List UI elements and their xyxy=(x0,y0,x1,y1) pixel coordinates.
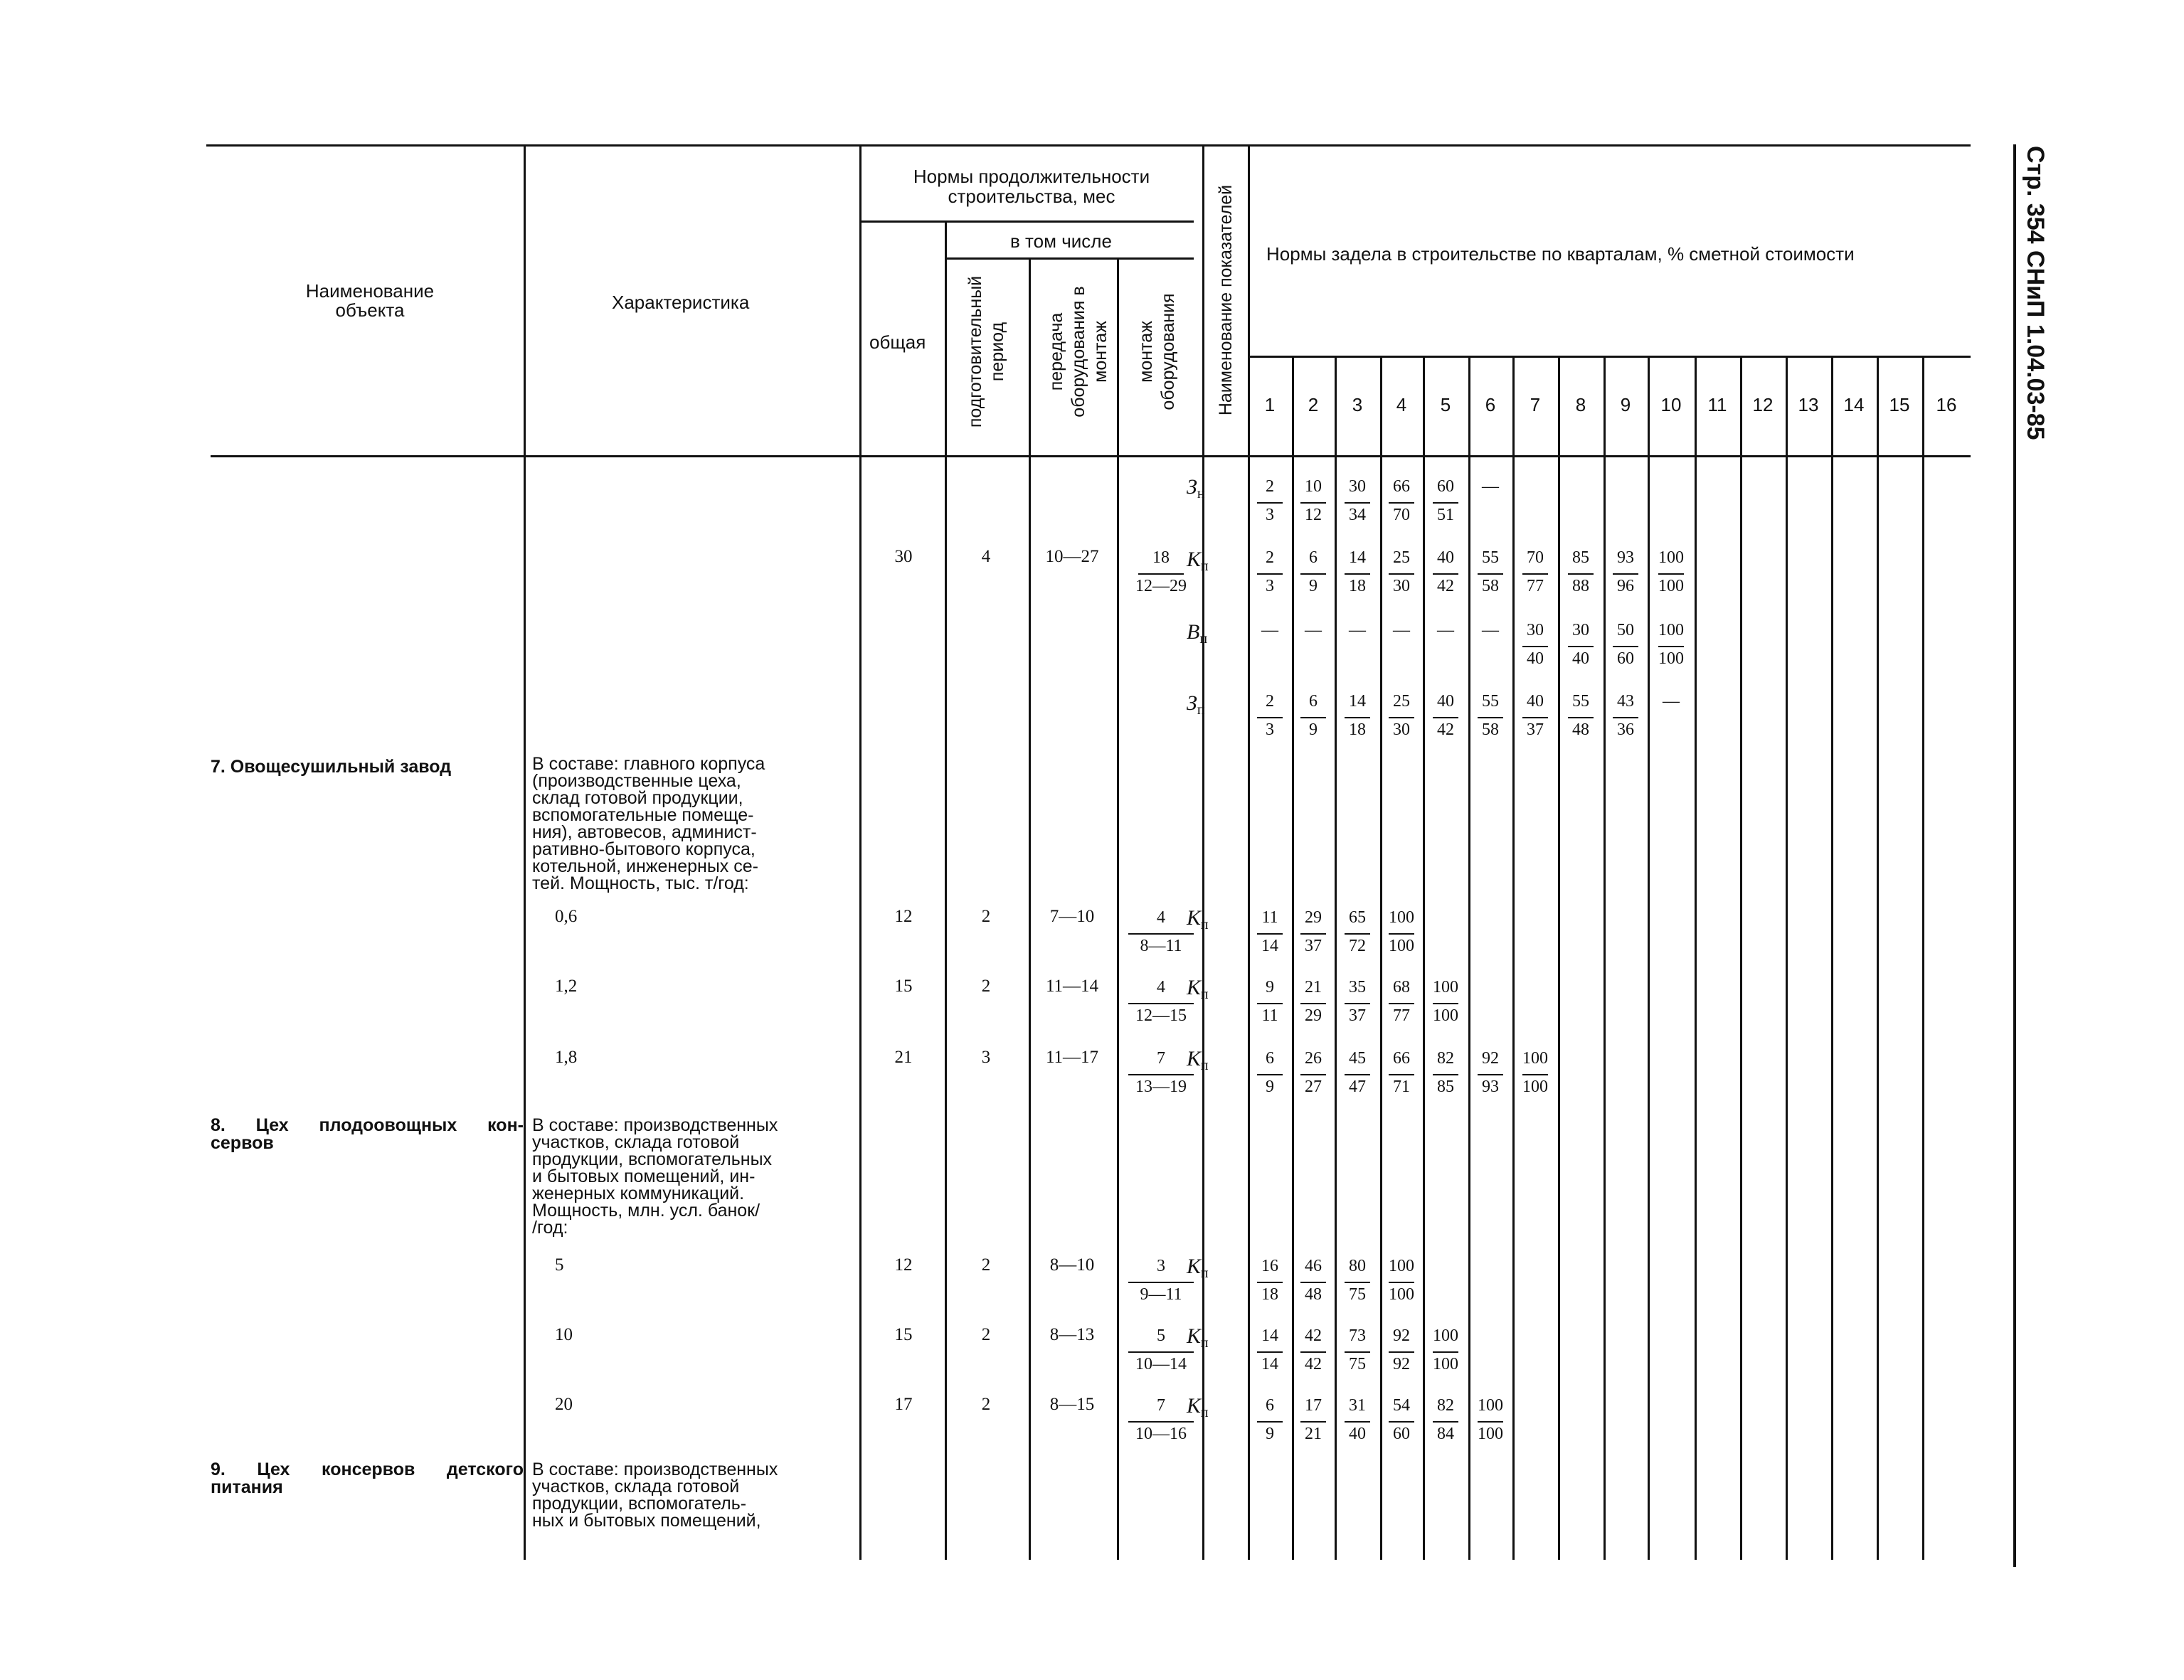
row0-bp-q9 xyxy=(1604,622,1647,669)
row0-zn-q4 xyxy=(1380,478,1423,525)
vline-mount xyxy=(1117,257,1119,1560)
quarter-line-2 xyxy=(1335,356,1337,1560)
obj8-row2-indicator: $К_п$ xyxy=(1187,1394,1209,1420)
obj7-row1-q5-d: 100 xyxy=(1433,1006,1458,1025)
row0-zn-q4-n: 66 xyxy=(1393,477,1410,496)
obj7-row0-q4 xyxy=(1380,909,1423,956)
object7-characteristic: В составе: главного корпуса (производственные цеха, склад готовой продукции, вспомогательные помеще- ния), автовесов, админист- ративно-бытового корпуса, котельной, инженерных се- тей. Мощность, тыс. т/год: xyxy=(532,754,765,893)
obj7-row2-q2-n: 26 xyxy=(1305,1049,1322,1068)
row0-zp-q4-d: 30 xyxy=(1393,721,1410,739)
obj8-row1-q1-n: 14 xyxy=(1261,1327,1278,1345)
row0-zp-q2-n: 6 xyxy=(1309,692,1318,711)
row0-bp-q1-n: — xyxy=(1261,621,1278,639)
row0-zp-q10-n: — xyxy=(1663,692,1680,711)
row0-zp-q9-n: 43 xyxy=(1617,692,1634,711)
obj7-row2-q1-d: 9 xyxy=(1266,1078,1274,1096)
obj8-row2-q4 xyxy=(1380,1397,1423,1444)
object7-name: 7. Овощесушильный завод xyxy=(211,757,452,777)
obj7-row2-q7 xyxy=(1514,1050,1557,1097)
header-rule-including xyxy=(945,257,1194,260)
obj8-row0-general: 12 xyxy=(894,1255,913,1275)
row0-bp-q2-n: — xyxy=(1305,621,1322,639)
row0-zn-q1-n: 2 xyxy=(1266,477,1274,496)
row0-zn-q4-d: 70 xyxy=(1393,506,1410,524)
indicator-zp: $З_п$ xyxy=(1187,691,1205,718)
obj7-row1-q4 xyxy=(1380,979,1423,1026)
row0-kp-q7 xyxy=(1514,549,1557,596)
obj8-row0-transfer: 8—10 xyxy=(1049,1255,1095,1275)
obj8-row0-q1-n: 16 xyxy=(1261,1257,1278,1275)
obj7-row1-capacity: 1,2 xyxy=(555,977,578,996)
row0-bp-q7-d: 40 xyxy=(1527,649,1544,668)
obj8-row0-q4-d: 100 xyxy=(1389,1285,1414,1304)
quarter-header-12: 12 xyxy=(1752,394,1774,415)
row0-zp-q7-d: 37 xyxy=(1527,721,1544,739)
obj8-row1-q3-d: 75 xyxy=(1349,1355,1366,1373)
header-name: Наименование объекта xyxy=(305,280,435,321)
obj7-row2-q2 xyxy=(1292,1050,1335,1097)
row0-zn-q6 xyxy=(1469,478,1512,496)
obj7-row1-q1-n: 9 xyxy=(1266,978,1274,996)
row0-kp-q8 xyxy=(1559,549,1602,596)
obj7-row1-q3 xyxy=(1336,979,1379,1026)
obj8-row0-capacity: 5 xyxy=(555,1255,564,1275)
row0-kp-q6 xyxy=(1469,549,1512,596)
row0-zp-q1 xyxy=(1249,693,1291,740)
row0-zn-q2-n: 10 xyxy=(1305,477,1322,496)
quarter-line-4 xyxy=(1423,356,1425,1560)
vline-char xyxy=(524,144,526,1560)
indicator-bp: $В_п$ xyxy=(1187,620,1208,647)
obj8-row1-prep: 2 xyxy=(981,1325,991,1344)
row0-bp-q8-n: 30 xyxy=(1572,621,1589,639)
obj8-row1-q2-d: 42 xyxy=(1305,1355,1322,1373)
row0-zn-q2-d: 12 xyxy=(1305,506,1322,524)
obj8-row2-q4-n: 54 xyxy=(1393,1396,1410,1415)
header-rule-quarters xyxy=(1248,356,1971,358)
obj7-row1-q4-d: 77 xyxy=(1393,1006,1410,1025)
header-transfer: передача оборудования в монтаж xyxy=(1046,286,1110,418)
obj7-row2-q2-d: 27 xyxy=(1305,1078,1322,1096)
quarter-header-11: 11 xyxy=(1707,394,1727,415)
obj7-row1-general: 15 xyxy=(894,977,913,996)
row0-kp-q6-d: 58 xyxy=(1482,577,1499,595)
row0-bp-q5-n: — xyxy=(1437,621,1454,639)
header-characteristic: Характеристика xyxy=(612,292,750,313)
row0-zn-q5 xyxy=(1424,478,1467,525)
row0-transfer: 10—27 xyxy=(1045,547,1099,566)
row0-zp-q3-n: 14 xyxy=(1349,692,1366,711)
obj8-row1-q3-n: 73 xyxy=(1349,1327,1366,1345)
row0-kp-q2-n: 6 xyxy=(1309,548,1318,567)
obj7-row2-q6 xyxy=(1469,1050,1512,1097)
object9-characteristic: В составе: производственных участков, склада готовой продукции, вспомогатель- ных и бытовых помещений, xyxy=(532,1460,778,1531)
header-including: в том числе xyxy=(1010,230,1112,252)
obj8-row2-q1-n: 6 xyxy=(1266,1396,1274,1415)
row0-zp-q5-n: 40 xyxy=(1437,692,1454,711)
row0-zn-q1 xyxy=(1249,478,1291,525)
quarter-header-14: 14 xyxy=(1843,394,1865,415)
row0-kp-q10-d: 100 xyxy=(1658,577,1684,595)
row0-zn-q3-d: 34 xyxy=(1349,506,1366,524)
header-bottom-rule xyxy=(211,455,1971,457)
object8-characteristic: В составе: производственных участков, склада готовой продукции, вспомогательных и бытовых помещений, ин- женерных коммуникаций. Мощность, млн. усл. банок/ /год: xyxy=(532,1115,778,1238)
obj7-row0-q1 xyxy=(1249,909,1291,956)
row0-zp-q1-n: 2 xyxy=(1266,692,1274,711)
obj8-row2-q4-d: 60 xyxy=(1393,1425,1410,1443)
row0-zn-q2 xyxy=(1292,478,1335,525)
row0-bp-q6-n: — xyxy=(1482,621,1499,639)
header-mount: монтаж оборудования xyxy=(1136,293,1178,410)
quarter-line-8 xyxy=(1603,356,1606,1560)
obj7-row2-q6-n: 92 xyxy=(1482,1049,1499,1068)
obj7-row2-q5-n: 82 xyxy=(1437,1049,1454,1068)
obj8-row1-q1-d: 14 xyxy=(1261,1355,1278,1373)
quarter-line-5 xyxy=(1468,356,1470,1560)
obj8-row0-indicator: $К_п$ xyxy=(1187,1255,1209,1281)
row0-bp-q4 xyxy=(1380,622,1423,640)
quarter-header-13: 13 xyxy=(1798,394,1819,415)
obj7-row2-q7-d: 100 xyxy=(1522,1078,1548,1096)
obj7-row0-q4-d: 100 xyxy=(1389,937,1414,955)
row0-zp-q9-d: 36 xyxy=(1617,721,1634,739)
row0-kp-q9-n: 93 xyxy=(1617,548,1634,567)
obj7-row2-mount: 7 13—19 xyxy=(1125,1050,1197,1097)
indicator-kp: $К_п$ xyxy=(1187,548,1209,574)
obj8-row2-prep: 2 xyxy=(981,1395,991,1414)
row0-kp-q6-n: 55 xyxy=(1482,548,1499,567)
quarter-line-6 xyxy=(1512,356,1515,1560)
obj7-row1-transfer: 11—14 xyxy=(1045,977,1099,996)
obj8-row2-capacity: 20 xyxy=(555,1395,573,1414)
row0-prep: 4 xyxy=(981,547,991,566)
row0-zp-q6-d: 58 xyxy=(1482,721,1499,739)
row0-kp-q3-n: 14 xyxy=(1349,548,1366,567)
row0-mount xyxy=(1125,549,1197,596)
row0-zp-q4 xyxy=(1380,693,1423,740)
obj7-row0-q2-n: 29 xyxy=(1305,908,1322,927)
row0-zp-q3-d: 18 xyxy=(1349,721,1366,739)
obj8-row2-general: 17 xyxy=(894,1395,913,1414)
row0-zp-q8 xyxy=(1559,693,1602,740)
obj7-row2-q6-d: 93 xyxy=(1482,1078,1499,1096)
row0-zp-q10 xyxy=(1650,693,1692,711)
obj7-row1-q1-d: 11 xyxy=(1261,1006,1278,1025)
row0-general: 30 xyxy=(894,547,913,566)
row0-bp-q2 xyxy=(1292,622,1335,640)
row0-kp-q3-d: 18 xyxy=(1349,577,1366,595)
obj8-row0-q1 xyxy=(1249,1258,1291,1304)
row0-zp-q3 xyxy=(1336,693,1379,740)
obj8-row0-q2-n: 46 xyxy=(1305,1257,1322,1275)
obj8-row1-q5 xyxy=(1424,1327,1467,1374)
row0-kp-q2-d: 9 xyxy=(1309,577,1318,595)
obj8-row0-q2-d: 48 xyxy=(1305,1285,1322,1304)
obj8-row1-q4 xyxy=(1380,1327,1423,1374)
obj7-row0-mount: 4 8—11 xyxy=(1125,909,1197,956)
row0-kp-q4 xyxy=(1380,549,1423,596)
header-indicator: Наименование показателей xyxy=(1216,184,1236,416)
obj8-row2-q3-d: 40 xyxy=(1349,1425,1366,1443)
obj8-row2-q1 xyxy=(1249,1397,1291,1444)
row0-zp-q7-n: 40 xyxy=(1527,692,1544,711)
obj7-row0-q2-d: 37 xyxy=(1305,937,1322,955)
quarter-line-13 xyxy=(1831,356,1833,1560)
obj7-row2-q5-d: 85 xyxy=(1437,1078,1454,1096)
object8-name: 8. Цех плодоовощных кон- сервов xyxy=(211,1115,524,1153)
page-caption: Стр. 354 СНиП 1.04.03-85 xyxy=(2022,146,2049,440)
row0-zn-q5-n: 60 xyxy=(1437,477,1454,496)
obj8-row1-q4-n: 92 xyxy=(1393,1327,1410,1345)
row0-zp-q8-n: 55 xyxy=(1572,692,1589,711)
quarter-header-3: 3 xyxy=(1352,394,1363,415)
quarter-line-10 xyxy=(1695,356,1697,1560)
obj7-row1-prep: 2 xyxy=(981,977,991,996)
obj8-row2-q2 xyxy=(1292,1397,1335,1444)
obj8-row2-q6-d: 100 xyxy=(1478,1425,1503,1443)
header-prep: подготовительный период xyxy=(965,275,1007,428)
obj7-row2-indicator: $К_п$ xyxy=(1187,1047,1209,1073)
obj8-row2-q1-d: 9 xyxy=(1266,1425,1274,1443)
obj7-row2-q7-n: 100 xyxy=(1522,1049,1548,1068)
row0-kp-q8-n: 85 xyxy=(1572,548,1589,567)
quarter-header-1: 1 xyxy=(1264,394,1276,415)
row0-zn-q5-d: 51 xyxy=(1437,506,1454,524)
row0-zp-q6-n: 55 xyxy=(1482,692,1499,711)
indicator-zn: $З_н$ xyxy=(1187,475,1205,501)
row0-kp-q1-n: 2 xyxy=(1266,548,1274,567)
obj8-row0-q3-n: 80 xyxy=(1349,1257,1366,1275)
obj7-row0-q2 xyxy=(1292,909,1335,956)
row0-kp-q10 xyxy=(1650,549,1692,596)
obj8-row2-q5 xyxy=(1424,1397,1467,1444)
obj8-row1-q4-d: 92 xyxy=(1393,1355,1410,1373)
obj8-row2-q5-n: 82 xyxy=(1437,1396,1454,1415)
row0-zp-q2 xyxy=(1292,693,1335,740)
row0-zp-q7 xyxy=(1514,693,1557,740)
obj7-row0-indicator: $К_п$ xyxy=(1187,906,1209,932)
obj8-row0-q3 xyxy=(1336,1258,1379,1304)
row0-zp-q5-d: 42 xyxy=(1437,721,1454,739)
row0-bp-q5 xyxy=(1424,622,1467,640)
obj7-row0-prep: 2 xyxy=(981,907,991,926)
quarter-header-9: 9 xyxy=(1620,394,1631,415)
obj7-row1-q4-n: 68 xyxy=(1393,978,1410,996)
row0-kp-q4-n: 25 xyxy=(1393,548,1410,567)
obj7-row2-general: 21 xyxy=(894,1048,913,1067)
obj8-row2-q3 xyxy=(1336,1397,1379,1444)
obj8-row0-q3-d: 75 xyxy=(1349,1285,1366,1304)
row0-bp-q9-n: 50 xyxy=(1617,621,1634,639)
row0-bp-q3 xyxy=(1336,622,1379,640)
obj7-row0-q3-n: 65 xyxy=(1349,908,1366,927)
obj7-row0-general: 12 xyxy=(894,907,913,926)
obj8-row1-q5-n: 100 xyxy=(1433,1327,1458,1345)
right-border xyxy=(2013,144,2016,1567)
quarter-line-1 xyxy=(1292,356,1294,1560)
obj8-row0-mount: 3 9—11 xyxy=(1125,1258,1197,1304)
row0-bp-q10-d: 100 xyxy=(1658,649,1684,668)
quarter-header-6: 6 xyxy=(1485,394,1496,415)
vline-transfer xyxy=(1029,257,1031,1560)
obj8-row2-q3-n: 31 xyxy=(1349,1396,1366,1415)
row0-kp-q5 xyxy=(1424,549,1467,596)
obj7-row0-q1-n: 11 xyxy=(1261,908,1278,927)
quarter-header-8: 8 xyxy=(1575,394,1586,415)
row0-kp-q4-d: 30 xyxy=(1393,577,1410,595)
obj8-row2-q2-d: 21 xyxy=(1305,1425,1322,1443)
row0-kp-q10-n: 100 xyxy=(1658,548,1684,567)
obj8-row0-q1-d: 18 xyxy=(1261,1285,1278,1304)
obj7-row2-q3 xyxy=(1336,1050,1379,1097)
obj7-row1-q5-n: 100 xyxy=(1433,978,1458,996)
row0-kp-q5-n: 40 xyxy=(1437,548,1454,567)
obj7-row2-transfer: 11—17 xyxy=(1045,1048,1099,1067)
obj8-row1-q2 xyxy=(1292,1327,1335,1374)
header-general: общая xyxy=(869,331,926,353)
object9-name: 9. Цех консервов детского питания xyxy=(211,1460,524,1497)
obj8-row2-q6-n: 100 xyxy=(1478,1396,1503,1415)
row0-bp-q10-n: 100 xyxy=(1658,621,1684,639)
quarter-header-4: 4 xyxy=(1396,394,1407,415)
row0-zn-q1-d: 3 xyxy=(1266,506,1274,524)
obj7-row0-capacity: 0,6 xyxy=(555,907,578,926)
row0-kp-q9-d: 96 xyxy=(1617,577,1634,595)
header-backlog: Нормы задела в строительстве по кварталам, % сметной стоимости xyxy=(1266,243,1855,265)
row0-zp-q6 xyxy=(1469,693,1512,740)
row0-bp-q7-n: 30 xyxy=(1527,621,1544,639)
row0-zp-q2-d: 9 xyxy=(1309,721,1318,739)
obj8-row0-q4-n: 100 xyxy=(1389,1257,1414,1275)
row0-bp-q9-d: 60 xyxy=(1617,649,1634,668)
row0-bp-q8-d: 40 xyxy=(1572,649,1589,668)
quarter-line-3 xyxy=(1380,356,1382,1560)
obj7-row1-q3-n: 35 xyxy=(1349,978,1366,996)
row0-bp-q8 xyxy=(1559,622,1602,669)
obj7-row0-q3 xyxy=(1336,909,1379,956)
row0-bp-q4-n: — xyxy=(1393,621,1410,639)
header-duration: Нормы продолжительности строительства, мес xyxy=(913,166,1150,207)
row0-kp-q8-d: 88 xyxy=(1572,577,1589,595)
obj7-row0-q4-n: 100 xyxy=(1389,908,1414,927)
obj8-row0-prep: 2 xyxy=(981,1255,991,1275)
row0-kp-q7-d: 77 xyxy=(1527,577,1544,595)
row0-zn-q3 xyxy=(1336,478,1379,525)
obj7-row2-q5 xyxy=(1424,1050,1467,1097)
quarter-line-12 xyxy=(1786,356,1788,1560)
quarter-line-14 xyxy=(1877,356,1879,1560)
row0-kp-q2 xyxy=(1292,549,1335,596)
obj8-row1-q1 xyxy=(1249,1327,1291,1374)
quarter-line-9 xyxy=(1648,356,1650,1560)
row0-kp-q1 xyxy=(1249,549,1291,596)
obj7-row1-q3-d: 37 xyxy=(1349,1006,1366,1025)
quarter-header-2: 2 xyxy=(1308,394,1319,415)
table-top-rule xyxy=(206,144,1971,147)
row0-mount-n: 18 xyxy=(1152,548,1170,567)
quarter-header-5: 5 xyxy=(1440,394,1451,415)
obj7-row2-q4-n: 66 xyxy=(1393,1049,1410,1068)
quarter-line-15 xyxy=(1922,356,1924,1560)
obj8-row2-q2-n: 17 xyxy=(1305,1396,1322,1415)
row0-bp-q3-n: — xyxy=(1349,621,1366,639)
obj7-row1-q2-n: 21 xyxy=(1305,978,1322,996)
row0-bp-q6 xyxy=(1469,622,1512,640)
obj7-row2-q3-n: 45 xyxy=(1349,1049,1366,1068)
row0-zp-q4-n: 25 xyxy=(1393,692,1410,711)
row0-zn-q3-n: 30 xyxy=(1349,477,1366,496)
row0-bp-q1 xyxy=(1249,622,1291,640)
row0-zp-q1-d: 3 xyxy=(1266,721,1274,739)
obj8-row1-indicator: $К_п$ xyxy=(1187,1324,1209,1351)
obj7-row1-q2 xyxy=(1292,979,1335,1026)
obj8-row1-q2-n: 42 xyxy=(1305,1327,1322,1345)
obj7-row2-q1-n: 6 xyxy=(1266,1049,1274,1068)
quarter-header-10: 10 xyxy=(1660,394,1682,415)
obj7-row2-q4-d: 71 xyxy=(1393,1078,1410,1096)
obj7-row2-q3-d: 47 xyxy=(1349,1078,1366,1096)
row0-kp-q5-d: 42 xyxy=(1437,577,1454,595)
obj7-row2-prep: 3 xyxy=(981,1048,991,1067)
obj7-row2-q1 xyxy=(1249,1050,1291,1097)
row0-bp-q7 xyxy=(1514,622,1557,669)
quarter-header-16: 16 xyxy=(1936,394,1957,415)
obj8-row2-q5-d: 84 xyxy=(1437,1425,1454,1443)
vline-prep xyxy=(945,220,947,1560)
row0-kp-q1-d: 3 xyxy=(1266,577,1274,595)
vline-duration xyxy=(859,144,862,1560)
row0-bp-q10 xyxy=(1650,622,1692,669)
obj7-row1-q1 xyxy=(1249,979,1291,1026)
quarter-header-15: 15 xyxy=(1889,394,1910,415)
obj7-row0-transfer: 7—10 xyxy=(1049,907,1095,926)
quarter-header-7: 7 xyxy=(1530,394,1541,415)
obj8-row2-q6 xyxy=(1469,1397,1512,1444)
obj7-row1-indicator: $К_п$ xyxy=(1187,976,1209,1002)
quarter-line-7 xyxy=(1558,356,1560,1560)
row0-kp-q3 xyxy=(1336,549,1379,596)
obj8-row1-capacity: 10 xyxy=(555,1325,573,1344)
row0-zp-q5 xyxy=(1424,693,1467,740)
row0-kp-q7-n: 70 xyxy=(1527,548,1544,567)
obj8-row0-q4 xyxy=(1380,1258,1423,1304)
obj7-row1-mount: 4 12—15 xyxy=(1125,979,1197,1026)
obj7-row1-q2-d: 29 xyxy=(1305,1006,1322,1025)
obj7-row0-q3-d: 72 xyxy=(1349,937,1366,955)
obj7-row0-q1-d: 14 xyxy=(1261,937,1278,955)
obj8-row2-mount: 7 10—16 xyxy=(1125,1397,1197,1444)
obj7-row2-capacity: 1,8 xyxy=(555,1048,578,1067)
row0-zn-q6-n: — xyxy=(1482,477,1499,496)
quarter-line-11 xyxy=(1740,356,1742,1560)
header-rule-duration xyxy=(859,220,1194,223)
row0-mount-d: 12—29 xyxy=(1135,577,1187,595)
obj8-row0-q2 xyxy=(1292,1258,1335,1304)
obj8-row1-q3 xyxy=(1336,1327,1379,1374)
obj8-row1-general: 15 xyxy=(894,1325,913,1344)
obj7-row2-q4 xyxy=(1380,1050,1423,1097)
obj8-row2-transfer: 8—15 xyxy=(1049,1395,1095,1414)
obj8-row1-q5-d: 100 xyxy=(1433,1355,1458,1373)
row0-zp-q9 xyxy=(1604,693,1647,740)
obj8-row1-transfer: 8—13 xyxy=(1049,1325,1095,1344)
row0-kp-q9 xyxy=(1604,549,1647,596)
obj8-row1-mount: 5 10—14 xyxy=(1125,1327,1197,1374)
row0-zp-q8-d: 48 xyxy=(1572,721,1589,739)
obj7-row1-q5 xyxy=(1424,979,1467,1026)
